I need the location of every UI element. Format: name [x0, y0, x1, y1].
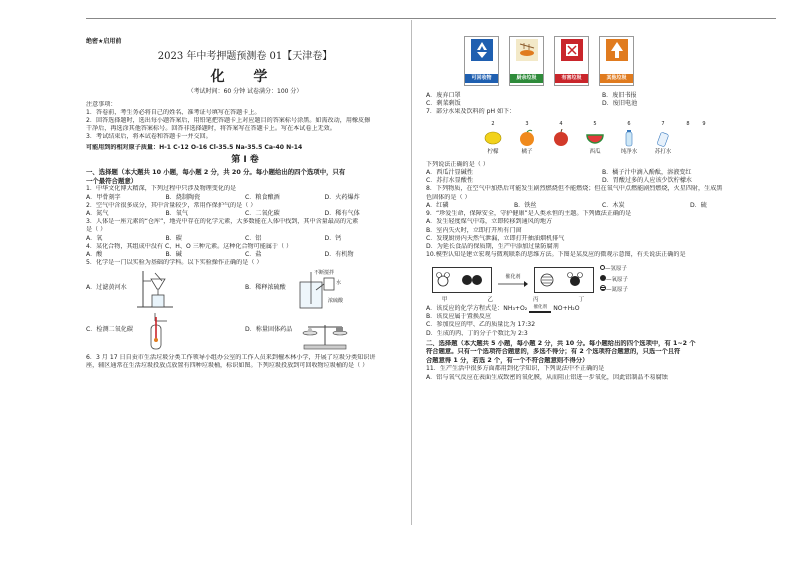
item-name: 纯净水	[620, 149, 638, 156]
q3-option-c: C．铝	[245, 234, 262, 242]
q9-stem: 9．“珍爱生命，保障安全，守护健康”是人类永恒的主题。下列做法正确的是	[426, 210, 632, 218]
bin-label: 其他垃圾	[600, 74, 633, 83]
label-ding: 丁	[578, 297, 585, 304]
q9-option-c: C．发现厨房内天然气泄漏，立即打开抽油烟机排气	[426, 234, 565, 242]
q2-stem: 2．空气中含很多成分，其中含量较少，常用作保护气的是（ ）	[86, 201, 257, 209]
section1-line2: 一个最符合题意）	[86, 176, 138, 185]
ph-item-pure-water	[614, 121, 644, 157]
water-label: 水	[335, 279, 341, 286]
q10-option-a	[426, 305, 778, 313]
ph-item-watermelon	[580, 121, 610, 157]
q10-stem: 10.模型认知是建立宏观与微观联系的思维方法。下图是某反应的微观示意图，有关说法正确的是	[426, 251, 686, 259]
section2-heading	[426, 340, 778, 366]
q3-option-b: B．碳	[165, 234, 182, 242]
recycle-icon	[471, 39, 493, 61]
q6-option-c: C．剩菜剩饭	[426, 100, 461, 108]
ph-tick	[698, 121, 710, 157]
q2-option-d: D．稀有气体	[324, 209, 360, 217]
notes-title: 注意事项：	[86, 100, 117, 108]
q8-stem: 8．下列物质，在空气中加热后可能发生剧烈燃烧但不能燃烧；但在氧气中点燃能剧烈燃烧，火星四射，生成黑	[426, 185, 723, 193]
note-item: 1．答卷前，考生务必将自己的姓名、准考证号填写在答题卡上。	[86, 108, 261, 116]
q4-option-c: C．盐	[245, 251, 262, 259]
ph-item-apple	[546, 121, 576, 157]
ph-value: 3	[525, 120, 529, 127]
watermelon-icon	[585, 129, 605, 147]
orange-icon	[517, 129, 537, 147]
co2-test-apparatus-icon	[141, 311, 181, 351]
item-name: 柠檬	[487, 149, 499, 156]
other-waste-icon	[606, 39, 628, 61]
question-1	[86, 185, 404, 201]
ph-value: 4	[559, 120, 563, 127]
q7-option-a: A．西瓜汁显碱性	[426, 169, 473, 177]
bin-other	[599, 36, 634, 86]
q3-option-a: A．氧	[86, 234, 103, 242]
question-11	[426, 365, 778, 381]
q9-option-a: A．发生轻度煤气中毒，立即转移到通风的地方	[426, 218, 553, 226]
q8-stem-cont: 色固体的是（ ）	[426, 193, 471, 201]
q1-option-d: D．火药爆炸	[324, 193, 360, 201]
arrow-icon	[498, 281, 528, 287]
q9-option-d: D．为延长食品的保质期，生产中添加过量防腐剂	[426, 243, 559, 251]
note-item: 3．考试结束后，将本试卷和答题卡一并交回。	[86, 133, 212, 141]
section2-line3: 合题意得 1 分，若选 2 个，有一个不符合题意则不得分）	[426, 356, 589, 364]
section1-line1: 一、选择题（本大题共 10 小题，每小题 2 分，共 20 分。每小题给出的四个选项中，只有	[86, 168, 346, 177]
section2-line2: 符合题意。只有一个选项符合题意的，多选不得分；有 2 个选项符合题意的，只选一个且符	[426, 348, 681, 356]
acid-label: 浓硫酸	[327, 297, 343, 304]
legend-hydrogen: —氢原子	[600, 265, 628, 274]
q8-option-d: D．硫	[690, 201, 707, 209]
q7-option-d: D．胃酸过多的人应该少饮柠檬水	[602, 177, 693, 185]
question-7	[426, 108, 778, 185]
reactant-box	[432, 267, 492, 293]
q3-option-d: D．钙	[324, 234, 342, 242]
water-bottle-icon	[619, 129, 639, 147]
q6-options-row2	[426, 100, 778, 108]
q2-option-c: C．二氧化碳	[245, 209, 280, 217]
q6-option-a: A．废弃口罩	[426, 92, 461, 99]
ph-item-orange	[512, 121, 542, 157]
q5-option-c: C．检测二氧化碳	[86, 326, 133, 334]
ph-value: 8	[686, 120, 690, 127]
q2-option-a: A．氮气	[86, 209, 109, 217]
subject-title: 化 学	[210, 68, 280, 85]
q1-option-a: A．甲骨刻字	[86, 193, 121, 201]
q1-option-b: B．烧制陶瓷	[165, 193, 201, 201]
reaction-arrow	[498, 274, 528, 287]
q7-option-b: B．橘子汁中滴入酚酞，溶液变红	[602, 169, 692, 177]
legend-nitrogen: —氮原子	[600, 285, 628, 295]
dilution-apparatus-icon	[294, 268, 364, 310]
question-6	[86, 354, 404, 370]
left-column	[86, 38, 404, 370]
section2-line1: 二、选择题（本大题共 5 小题，每小题 2 分，共 10 分。每小题给出的四个选项中，有 1~2 个	[426, 339, 696, 347]
q6-options-row1	[426, 92, 778, 100]
q7-question: 下列说法正确的是（ ）	[426, 160, 489, 168]
q3-stem: 3．人体是一座元素的“仓库”，地壳中存在的化学元素，大多数能在人体中找到，其中含量最高的元素	[86, 218, 359, 226]
product-box	[534, 267, 594, 293]
note-item: 干净后，再选涂其他答案标号。回答非选择题时，将答案写在答题卡上。写在本试卷上无效。	[86, 125, 336, 133]
q10-option-b: B．该反应属于置换反应	[426, 313, 492, 321]
bin-label: 厨余垃圾	[510, 74, 543, 83]
column-divider	[411, 20, 412, 525]
stir-label: 不断搅拌	[313, 269, 334, 276]
bin-label: 可回收物	[465, 74, 498, 83]
lemon-icon	[483, 129, 503, 147]
q3-stem-cont: 是（ ）	[86, 226, 107, 234]
label-jia: 甲	[442, 297, 448, 304]
apple-icon	[551, 129, 571, 147]
q4-option-d: D．有机物	[324, 251, 354, 259]
atom-legend	[600, 265, 628, 295]
ph-tick	[682, 121, 694, 157]
q4-stem: 4．某化合物，其组成中没有 C、H、O 三种元素。这种化合物可能属于（ ）	[86, 242, 293, 250]
soda-bottle-icon	[653, 129, 673, 147]
product-molecules-icon	[537, 269, 591, 291]
q5-option-b: B．稀释浓硫酸	[245, 284, 286, 292]
q8-option-c: C．木炭	[602, 201, 625, 209]
note-item: 2．回答选择题时，选出每小题答案后，用铅笔把答题卡上对应题目的答案标号涂黑。如需改动，用橡皮擦	[86, 117, 371, 125]
question-10	[426, 251, 778, 338]
atomic-masses: 可能用到的相对原子质量：H-1 C-12 O-16 Cl-35.5 Na-35.5 Ca-40 N-14	[86, 143, 303, 151]
q8-option-a: A．红磷	[426, 201, 449, 209]
waste-bins	[464, 36, 778, 86]
q4-option-b: B．碱	[165, 251, 182, 259]
filtration-apparatus-icon	[135, 269, 175, 309]
option-a-prefix: A．该反应的化学方程式是：	[426, 304, 504, 312]
q7-stem: 7．部分水果及饮料的 pH 如下：	[426, 108, 516, 116]
q11-stem: 11．生产生活中很多方面都用到化学知识，下列说法中不正确的是	[426, 365, 605, 373]
q2-option-b: B．氧气	[165, 209, 188, 217]
notes	[86, 101, 404, 152]
label-yi: 乙	[487, 297, 494, 304]
q1-stem: 1．中华文化博大精深，下列过程中只涉及物理变化的是	[86, 185, 237, 193]
ph-items	[478, 121, 778, 157]
q6-stem-cont: 座，辅区通常在生活垃圾投放点放置有四种垃圾桶，标识如图。下列垃圾投放到可回收物垃圾桶的是（ ）	[86, 361, 369, 369]
molecule-labels	[442, 297, 778, 304]
bin-hazardous	[554, 36, 589, 86]
label-bing: 丙	[533, 297, 539, 304]
ph-item-soda-water	[648, 121, 678, 157]
q5-stem: 5．化学是一门以实验为基础的学科。以下实验操作正确的是（ ）	[86, 259, 263, 267]
header-rule	[86, 18, 776, 19]
q6-option-b: B．废旧书报	[602, 92, 637, 99]
equation-condition: 催化剂	[529, 305, 551, 313]
question-4	[86, 243, 404, 259]
q5-option-d: D．称量固体药品	[245, 326, 293, 334]
q4-option-a: A．酸	[86, 251, 103, 259]
fish-bone-icon	[516, 39, 538, 61]
q10-option-d: D．生成的丙、丁的分子个数比为 2:3	[426, 329, 528, 337]
question-2	[86, 202, 404, 218]
right-column	[426, 36, 778, 382]
question-9	[426, 210, 778, 251]
equation-left: NH₃+O₂	[503, 304, 528, 312]
exam-info: （考试时间：60 分钟 试卷满分：100 分）	[187, 88, 303, 96]
question-3	[86, 218, 404, 243]
secret-mark: 绝密★启用前	[86, 38, 122, 45]
q8-option-b: B．铁丝	[514, 201, 537, 209]
bin-recyclable	[464, 36, 499, 86]
ph-item-lemon	[478, 121, 508, 157]
ph-value: 7	[661, 120, 665, 127]
ph-value: 9	[702, 120, 706, 127]
equation-right: NO+H₂O	[553, 304, 580, 312]
part1-title: 第 I 卷	[231, 154, 259, 165]
q10-option-c: C．参加反应的甲、乙的质量比为 17:32	[426, 321, 536, 329]
bin-kitchen	[509, 36, 544, 86]
q6-option-d: D．废旧电池	[602, 100, 638, 108]
q1-option-c: C．粮食酿酒	[245, 193, 280, 201]
q7-option-c: C．苏打水显酸性	[426, 177, 473, 185]
ph-value: 6	[627, 120, 631, 127]
bin-label: 有害垃圾	[555, 74, 588, 83]
question-8	[426, 185, 778, 210]
exam-title: 2023 年中考押题预测卷 01【天津卷】	[157, 51, 333, 63]
question-5	[86, 259, 404, 351]
q6-stem: 6．3 月 17 日自贡市生活垃圾分类工作领导小组办公室的工作人员来到檀木林小学，开展了垃圾分类知识讲	[86, 353, 376, 361]
balance-scale-icon	[300, 311, 350, 351]
item-name: 橘子	[521, 149, 533, 156]
catalyst-label: 催化剂	[505, 274, 521, 281]
q11-option-a: A．铝与氧气反应在表面生成致密的氧化膜，从而阻止铝进一步氧化，因此铝制品不易腐蚀	[426, 373, 668, 381]
item-name: 西瓜	[589, 149, 601, 156]
ph-value: 5	[593, 120, 597, 127]
q9-option-b: B．室内失火时，立即打开所有门窗	[426, 226, 522, 234]
legend-oxygen: —氧原子	[600, 275, 628, 285]
q5-option-a: A．过滤黄河水	[86, 284, 127, 292]
hazard-icon	[561, 39, 583, 61]
reaction-diagram	[432, 265, 778, 295]
reactant-molecules-icon	[435, 269, 489, 291]
ph-value: 2	[491, 120, 495, 127]
item-name: 苏打水	[654, 149, 672, 156]
